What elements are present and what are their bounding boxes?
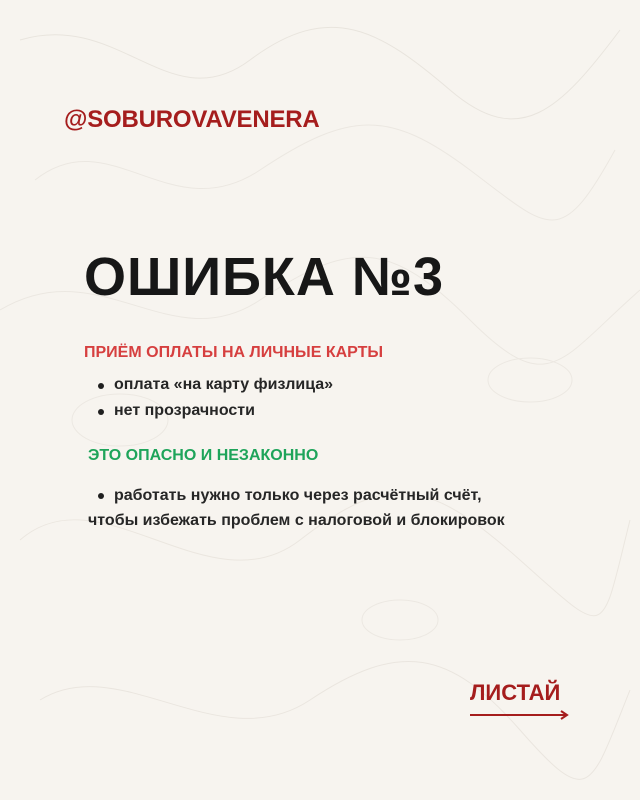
list-item bbox=[98, 373, 333, 397]
section-two-line-1-text: работать нужно только через расчётный счёт, bbox=[114, 487, 482, 504]
arrow-right-icon[interactable] bbox=[470, 709, 574, 721]
section-two-line-2: чтобы избежать проблем с налоговой и блокировок bbox=[88, 512, 505, 529]
bullet-dot-icon bbox=[98, 493, 104, 499]
section-two-line-1 bbox=[88, 483, 518, 508]
swipe-label[interactable]: ЛИСТАЙ bbox=[470, 680, 561, 705]
list-item-text: нет прозрачности bbox=[114, 402, 255, 419]
section-two-label: ЭТО ОПАСНО И НЕЗАКОННО bbox=[88, 447, 319, 464]
section-one-bullets bbox=[98, 373, 333, 425]
account-handle: @SOBUROVAVENERA bbox=[64, 106, 320, 133]
page-title: ОШИБКА №3 bbox=[84, 247, 445, 307]
list-item bbox=[98, 399, 333, 423]
section-one-label: ПРИЁМ ОПЛАТЫ НА ЛИЧНЫЕ КАРТЫ bbox=[84, 344, 384, 361]
bullet-dot-icon bbox=[98, 409, 104, 415]
section-two-text bbox=[88, 483, 518, 533]
bullet-dot-icon bbox=[98, 383, 104, 389]
list-item-text: оплата «на карту физлица» bbox=[114, 376, 334, 393]
